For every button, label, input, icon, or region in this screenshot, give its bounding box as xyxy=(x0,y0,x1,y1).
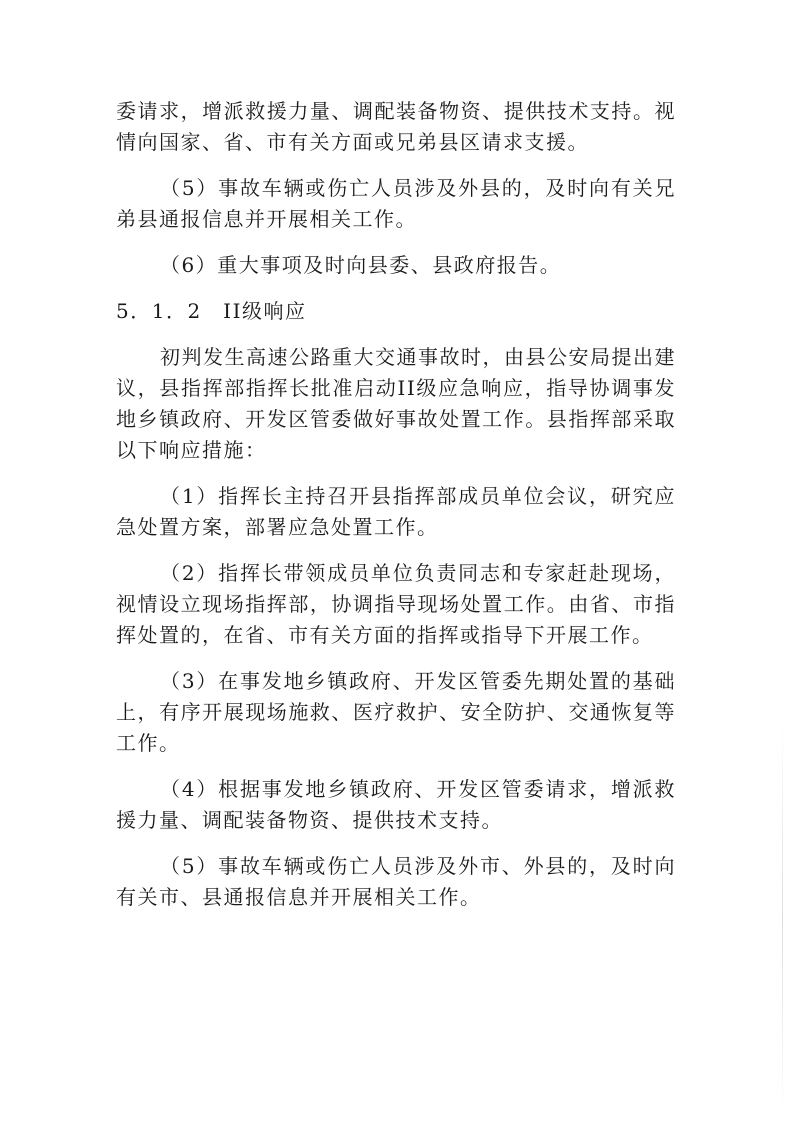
text-line: 弟县通报信息并开展相关工作。 xyxy=(116,207,417,231)
text-line: 有关市、县通报信息并开展相关工作。 xyxy=(116,885,482,909)
section-heading: 5．1．2 II级响应 xyxy=(116,299,307,323)
text-line: 急处置方案，部署应急处置工作。 xyxy=(116,515,439,539)
text-line: 挥处置的，在省、市有关方面的指挥或指导下开展工作。 xyxy=(116,623,654,647)
text-line: 地乡镇政府、开发区管委做好事故处置工作。县指挥部采取 xyxy=(116,407,676,431)
text-line: 议，县指挥部指挥长批准启动II级应急响应，指导协调事发 xyxy=(116,376,676,400)
text-line: （5）事故车辆或伤亡人员涉及外县的，及时向有关兄 xyxy=(160,176,676,200)
text-line: （5）事故车辆或伤亡人员涉及外市、外县的，及时向 xyxy=(160,854,676,878)
text-line: 援力量、调配装备物资、提供技术支持。 xyxy=(116,808,503,832)
text-line: （3）在事发地乡镇政府、开发区管委先期处置的基础 xyxy=(160,669,676,693)
text-line: 工作。 xyxy=(116,731,181,755)
text-line: 以下响应措施： xyxy=(116,438,267,462)
text-line: （1）指挥长主持召开县指挥部成员单位会议，研究应 xyxy=(160,484,676,508)
text-line: 委请求，增派救援力量、调配装备物资、提供技术支持。视 xyxy=(116,99,676,123)
text-line: 初判发生高速公路重大交通事故时，由县公安局提出建 xyxy=(160,345,676,369)
text-line: 上，有序开展现场施救、医疗救护、安全防护、交通恢复等 xyxy=(116,700,676,724)
document-body xyxy=(116,96,676,913)
text-line: 视情设立现场指挥部，协调指导现场处置工作。由省、市指 xyxy=(116,592,676,616)
text-line: （6）重大事项及时向县委、县政府报告。 xyxy=(160,253,562,277)
text-line: （4）根据事发地乡镇政府、开发区管委请求，增派救 xyxy=(160,777,676,801)
text-line: 情向国家、省、市有关方面或兄弟县区请求支援。 xyxy=(116,130,589,154)
text-line: （2）指挥长带领成员单位负责同志和专家赶赴现场， xyxy=(160,561,676,585)
scan-edge-mark xyxy=(782,720,783,1120)
